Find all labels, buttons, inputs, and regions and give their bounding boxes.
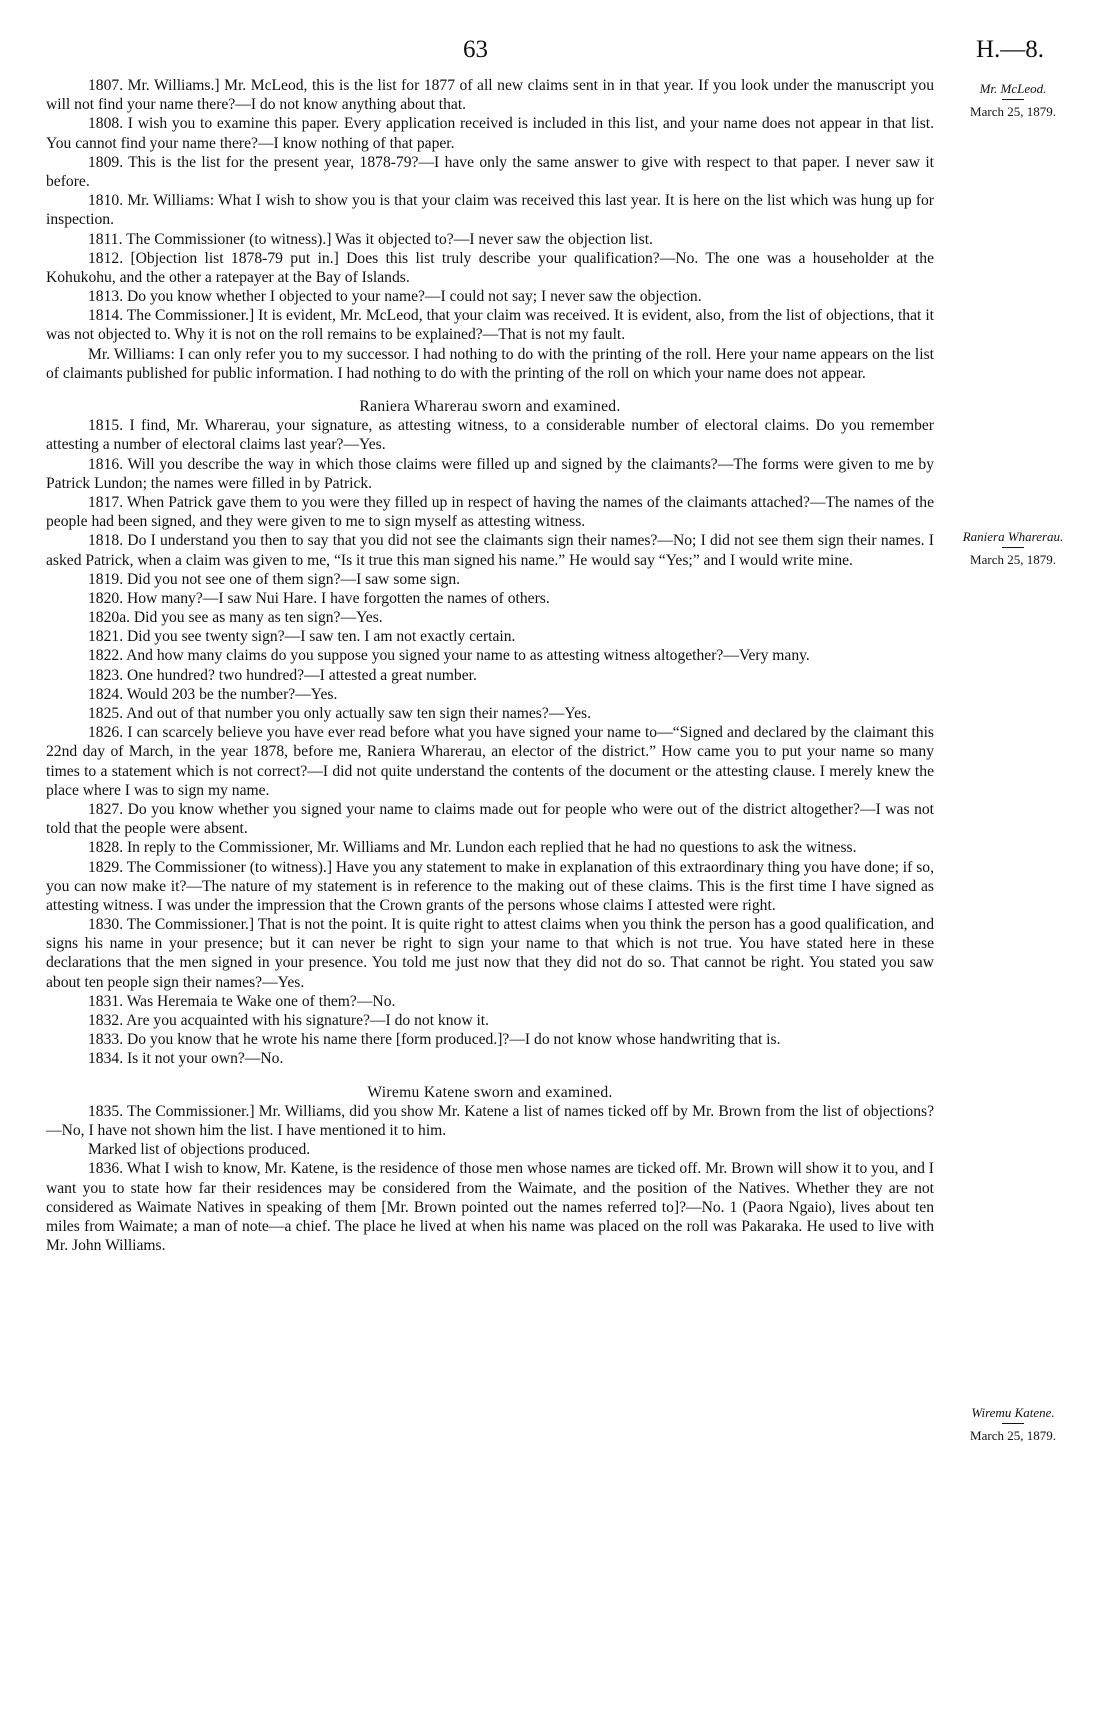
paragraph-1824: 1824. Would 203 be the number?—Yes. bbox=[88, 685, 338, 703]
paragraph-1817: 1817. When Patrick gave them to you were they filled up in respect of having the names of the claimants attached?—The names of the people had been signed, and they were given to me to sign myself as attesting witness. bbox=[46, 493, 934, 531]
margin-note-date: March 25, 1879. bbox=[970, 1428, 1056, 1443]
paragraph-marked-list: Marked list of objections produced. bbox=[88, 1141, 311, 1159]
paragraph-1821: 1821. Did you see twenty sign?—I saw ten. I am not exactly certain. bbox=[88, 628, 516, 646]
document-reference: H.—8. bbox=[975, 36, 1044, 63]
margin-note-rule bbox=[1002, 99, 1024, 100]
paragraph-1836: 1836. What I wish to know, Mr. Katene, is the residence of those men whose names are ticked off. Mr. Brown will show it to you, and I want you to state how far their residences may be considered from the Waimate, and the position of the Natives. Whether they are not considered as Waimate Natives in speaking of them [Mr. Brown pointed out the names referred to]?—No. 1 (Paora Ngaio), lives about ten miles from Waimate; a man of note—a chief. The place he lived at when his name was placed on the roll was Pakaraka. He used to live with Mr. John Williams. bbox=[46, 1160, 934, 1255]
paragraph-1812: 1812. [Objection list 1878-79 put in.] Does this list truly describe your qualification?—No. The one was a householder at the Kohukohu, and the other a ratepayer at the Bay of Islands. bbox=[46, 249, 934, 286]
paragraph-1816: 1816. Will you describe the way in which those claims were filled up and signed by the claimants?—The forms were given to me by Patrick Lundon; the names were filled in by Patrick. bbox=[46, 455, 934, 492]
paragraph-1822: 1822. And how many claims do you suppose you signed your name to as attesting witness altogether?—Very many. bbox=[88, 647, 810, 665]
paragraph-1835: 1835. The Commissioner.] Mr. Williams, did you show Mr. Katene a list of names ticked off by Mr. Brown from the list of objections?—No, I have not shown him the list. I have mentioned it to him. bbox=[46, 1102, 934, 1139]
paragraph-1832: 1832. Are you acquainted with his signature?—I do not know it. bbox=[88, 1012, 490, 1029]
paragraph-1827: 1827. Do you know whether you signed your name to claims made out for people who were out of the district altogether?—I was not told that the people were absent. bbox=[46, 800, 934, 838]
document-body bbox=[46, 76, 934, 1255]
paragraph-1818: 1818. Do I understand you then to say that you did not see the claimants sign their names?—No; I did not see them sign their names. I asked Patrick, when a claim was given to me, “Is it true this man signed his name.” He would say “Yes;” and I would write mine. bbox=[46, 532, 934, 569]
margin-note-wharerau bbox=[943, 528, 1083, 568]
margin-note-rule bbox=[1002, 547, 1024, 548]
margin-note-name: Mr. McLeod. bbox=[979, 81, 1047, 96]
paragraph-1807: 1807. Mr. Williams.] Mr. McLeod, this is the list for 1877 of all new claims sent in in that year. If you look under the manuscript you will not find your name there?—I do not know anything about that. bbox=[46, 77, 934, 114]
margin-note-name: Raniera Wharerau. bbox=[962, 529, 1064, 544]
paragraph-1829: 1829. The Commissioner (to witness).] Have you any statement to make in explanation of this extraordinary thing you have done; if so, you can now make it?—The nature of my statement is in reference to the making out of these claims. This is the first time I have signed as attesting witness. I was under the impression that the Crown grants of the persons whose claims I attested were right. bbox=[46, 858, 934, 914]
section-heading-wharerau: Raniera Wharerau sworn and examined. bbox=[359, 398, 621, 415]
paragraph-1811: 1811. The Commissioner (to witness).] Was it objected to?—I never saw the objection list. bbox=[88, 230, 653, 248]
paragraph-1831: 1831. Was Heremaia te Wake one of them?—No. bbox=[88, 992, 396, 1010]
paragraph-1814: 1814. The Commissioner.] It is evident, Mr. McLeod, that your claim was received. It is evident, also, from the list of objections, that it was not objected to. Why it is not on the roll remains to be explained?—That is not my fault. bbox=[46, 307, 934, 344]
paragraph-1830: 1830. The Commissioner.] That is not the point. It is quite right to attest claims when you think the person has a good qualification, and signs his name in your presence; but it can never be right to sign your name to that which is not true. You have stated here in these declarations that the men signed in your presence. You told me just now that they did not do so. That cannot be right. You stated you saw about ten people sign their names?—Yes. bbox=[46, 916, 934, 991]
paragraph-1823: 1823. One hundred? two hundred?—I attested a great number. bbox=[88, 666, 477, 684]
section-heading-katene: Wiremu Katene sworn and examined. bbox=[367, 1083, 613, 1101]
paragraph-1820: 1820. How many?—I saw Nui Hare. I have forgotten the names of others. bbox=[88, 589, 550, 607]
paragraph-1808: 1808. I wish you to examine this paper. Every application received is included in this list, and your name does not appear in that list. You cannot find your name there?—I know nothing of that paper. bbox=[46, 115, 934, 152]
paragraph-1826: 1826. I can scarcely believe you have ever read before what you have signed your name to—“Signed and declared by the claimant this 22nd day of March, in the year 1878, before me, Raniera Wharerau, an elector of the district.” How came you to put your name so many times to a statement which is not correct?—I did not quite understand the contents of the document or the attesting clause. I merely knew the place where I was to sign my name. bbox=[46, 724, 934, 799]
paragraph-1809: 1809. This is the list for the present year, 1878-79?—I have only the same answer to give with respect to that paper. I never saw it before. bbox=[46, 153, 934, 190]
paragraph-1810: 1810. Mr. Williams: What I wish to show you is that your claim was received this last year. It is here on the list which was hung up for inspection. bbox=[46, 192, 934, 229]
page-number: 63 bbox=[463, 36, 488, 63]
margin-note-katene bbox=[943, 1404, 1083, 1444]
margin-note-mcleod bbox=[943, 80, 1083, 120]
paragraph-1819: 1819. Did you not see one of them sign?—I saw some sign. bbox=[88, 570, 461, 588]
paragraph-1820a: 1820a. Did you see as many as ten sign?—Yes. bbox=[88, 609, 383, 627]
paragraph-williams-reply: Mr. Williams: I can only refer you to my successor. I had nothing to do with the printing of the roll. Here your name appears on the list of claimants published for public information. I had nothing to do with the printing of the roll on which your name does not appear. bbox=[46, 345, 934, 382]
paragraph-1825: 1825. And out of that number you only actually saw ten sign their names?—Yes. bbox=[88, 705, 591, 722]
paragraph-1813: 1813. Do you know whether I objected to your name?—I could not say; I never saw the objection. bbox=[88, 288, 702, 306]
margin-note-date: March 25, 1879. bbox=[970, 104, 1056, 119]
margin-note-date: March 25, 1879. bbox=[970, 552, 1056, 567]
paragraph-1815: 1815. I find, Mr. Wharerau, your signature, as attesting witness, to a considerable number of electoral claims. Do you remember attesting a number of electoral claims last year?—Yes. bbox=[46, 417, 934, 454]
margin-note-rule bbox=[1002, 1423, 1024, 1424]
paragraph-1834: 1834. Is it not your own?—No. bbox=[88, 1050, 284, 1068]
margin-note-name: Wiremu Katene. bbox=[971, 1405, 1055, 1420]
paragraph-1833: 1833. Do you know that he wrote his name there [form produced.]?—I do not know whose handwriting that is. bbox=[88, 1031, 781, 1049]
paragraph-1828: 1828. In reply to the Commissioner, Mr. Williams and Mr. Lundon each replied that he had no questions to ask the witness. bbox=[88, 839, 857, 857]
